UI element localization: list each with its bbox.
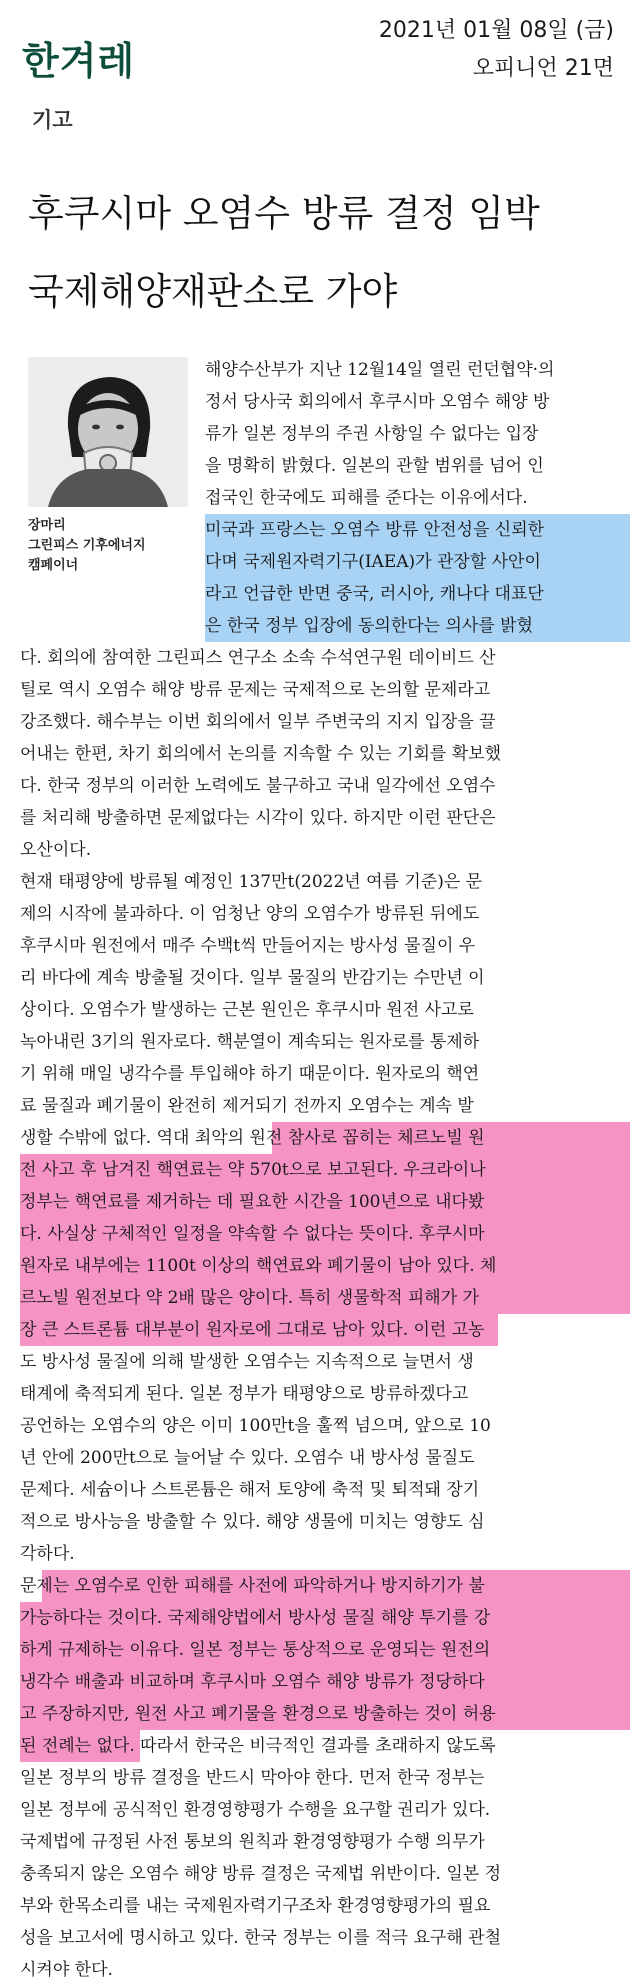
body-line: 도 방사성 물질에 의해 발생한 오염수는 지속적으로 늘면서 생 bbox=[20, 1352, 474, 1372]
body-line: 일본 정부에 공식적인 환경영향평가 수행을 요구할 권리가 있다. bbox=[20, 1800, 491, 1820]
section-label: 기고 bbox=[32, 108, 73, 132]
body-line: 녹아내린 3기의 원자로다. 핵분열이 계속되는 원자로를 통제하 bbox=[20, 1032, 480, 1052]
body-line: 을 명확히 밝혔다. 일본의 관할 범위를 넘어 인 bbox=[205, 456, 544, 476]
body-line-highlighted-blue: 라고 언급한 반면 중국, 러시아, 캐나다 대표단 bbox=[205, 578, 630, 610]
body-line-highlighted-pink: 생할 수밖에 없다. 역대 최악의 원전 참사로 꼽히는 체르노빌 원 bbox=[20, 1122, 630, 1154]
headline bbox=[28, 175, 540, 331]
headline-line-1: 후쿠시마 오염수 방류 결정 임박 bbox=[28, 192, 540, 235]
headline-line-2: 국제해양재판소로 가야 bbox=[28, 270, 398, 313]
body-line: 접국인 한국에도 피해를 준다는 이유에서다. bbox=[205, 488, 528, 508]
body-line: 년 안에 200만t으로 늘어날 수 있다. 오염수 내 방사성 물질도 bbox=[20, 1448, 475, 1468]
body-line-highlighted-blue: 미국과 프랑스는 오염수 방류 안전성을 신뢰한 bbox=[205, 514, 630, 546]
body-line-highlighted-pink: 냉각수 배출과 비교하며 후쿠시마 오염수 해양 방류가 정당하다 bbox=[20, 1666, 630, 1698]
body-line: 태계에 축적되게 된다. 일본 정부가 태평양으로 방류하겠다고 bbox=[20, 1384, 469, 1404]
body-line: 국제법에 규정된 사전 통보의 원칙과 환경영향평가 수행 의무가 bbox=[20, 1832, 485, 1852]
author-photo bbox=[28, 357, 188, 507]
body-line: 상이다. 오염수가 발생하는 근본 원인은 후쿠시마 원전 사고로 bbox=[20, 1000, 474, 1020]
body-line-highlighted-pink: 다. 사실상 구체적인 일정을 약속할 수 없다는 뜻이다. 후쿠시마 bbox=[20, 1218, 630, 1250]
body-line-highlighted-pink: 된 전례는 없다. 따라서 한국은 비극적인 결과를 초래하지 않도록 bbox=[20, 1730, 630, 1762]
body-line: 충족되지 않은 오염수 해양 방류 결정은 국제법 위반이다. 일본 정 bbox=[20, 1864, 502, 1884]
body-line: 다. 한국 정부의 이러한 노력에도 불구하고 국내 일각에선 오염수 bbox=[20, 776, 496, 796]
page-section-number: 오피니언 21면 bbox=[472, 56, 614, 81]
body-line: 각하다. bbox=[20, 1544, 75, 1564]
body-line: 문제다. 세슘이나 스트론튬은 해저 토양에 축적 및 퇴적돼 장기 bbox=[20, 1480, 480, 1500]
body-line: 료 물질과 폐기물이 완전히 제거되기 전까지 오염수는 계속 발 bbox=[20, 1096, 474, 1116]
body-line: 시켜야 한다. bbox=[20, 1960, 113, 1980]
author-name: 장마리 bbox=[28, 518, 66, 533]
body-line: 성을 보고서에 명시하고 있다. 한국 정부는 이를 적극 요구해 관철 bbox=[20, 1928, 502, 1948]
body-line: 다. 회의에 참여한 그린피스 연구소 소속 수석연구원 데이비드 산 bbox=[20, 648, 496, 668]
body-line-highlighted-blue: 다며 국제원자력기구(IAEA)가 관장할 사안이 bbox=[205, 546, 630, 578]
body-line: 강조했다. 해수부는 이번 회의에서 일부 주변국의 지지 입장을 끌 bbox=[20, 712, 496, 732]
body-line: 틸로 역시 오염수 해양 방류 문제는 국제적으로 논의할 문제라고 bbox=[20, 680, 491, 700]
body-line: 류가 일본 정부의 주권 사항일 수 없다는 입장 bbox=[205, 424, 539, 444]
author-byline bbox=[28, 516, 146, 576]
body-line-highlighted-pink: 가능하다는 것이다. 국제해양법에서 방사성 물질 해양 투기를 강 bbox=[20, 1602, 630, 1634]
body-line-highlighted-pink: 원자로 내부에는 1100t 이상의 핵연료와 폐기물이 남아 있다. 체 bbox=[20, 1250, 630, 1282]
body-line-highlighted-pink: 문제는 오염수로 인한 피해를 사전에 파악하거나 방지하기가 불 bbox=[20, 1570, 630, 1602]
body-line-highlighted-pink: 전 사고 후 남겨진 핵연료는 약 570t으로 보고된다. 우크라이나 bbox=[20, 1154, 630, 1186]
body-line-highlighted-pink: 르노빌 원전보다 약 2배 많은 양이다. 특히 생물학적 피해가 가 bbox=[20, 1282, 630, 1314]
body-line-highlighted-pink: 고 주장하지만, 원전 사고 폐기물을 환경으로 방출하는 것이 허용 bbox=[20, 1698, 630, 1730]
body-line-highlighted-pink: 정부는 핵연료를 제거하는 데 필요한 시간을 100년으로 내다봤 bbox=[20, 1186, 630, 1218]
body-line-highlighted-pink: 장 큰 스트론튬 대부분이 원자로에 그대로 남아 있다. 이런 고농 bbox=[20, 1314, 630, 1346]
author-affiliation-2: 캠페이너 bbox=[28, 558, 79, 573]
author-portrait-illustration bbox=[28, 357, 188, 507]
body-line-highlighted-pink: 하게 규제하는 이유다. 일본 정부는 통상적으로 운영되는 원전의 bbox=[20, 1634, 630, 1666]
publication-date: 2021년 01월 08일 (금) bbox=[378, 18, 614, 43]
body-line: 일본 정부의 방류 결정을 반드시 막아야 한다. 먼저 한국 정부는 bbox=[20, 1768, 485, 1788]
body-line: 정서 당사국 회의에서 후쿠시마 오염수 해양 방 bbox=[205, 392, 550, 412]
body-line: 기 위해 매일 냉각수를 투입해야 하기 때문이다. 원자로의 핵연 bbox=[20, 1064, 480, 1084]
author-affiliation-1: 그린피스 기후에너지 bbox=[28, 538, 146, 553]
body-line: 후쿠시마 원전에서 매주 수백t씩 만들어지는 방사성 물질이 우 bbox=[20, 936, 476, 956]
body-line: 어내는 한편, 차기 회의에서 논의를 지속할 수 있는 기회를 확보했 bbox=[20, 744, 502, 764]
dateline bbox=[379, 12, 614, 88]
body-line: 해양수산부가 지난 12월14일 열린 런던협약·의 bbox=[205, 360, 555, 380]
body-line: 리 바다에 계속 방출될 것이다. 일부 물질의 반감기는 수만년 이 bbox=[20, 968, 485, 988]
body-line: 적으로 방사능을 방출할 수 있다. 해양 생물에 미치는 영향도 심 bbox=[20, 1512, 485, 1532]
body-line-highlighted-blue: 은 한국 정부 입장에 동의한다는 의사를 밝혔 bbox=[205, 610, 630, 642]
body-line: 공언하는 오염수의 양은 이미 100만t을 훌쩍 넘으며, 앞으로 10 bbox=[20, 1416, 491, 1436]
body-line: 부와 한목소리를 내는 국제원자력기구조차 환경영향평가의 필요 bbox=[20, 1896, 491, 1916]
body-line: 현재 태평양에 방류될 예정인 137만t(2022년 여름 기준)은 문 bbox=[20, 872, 483, 892]
body-line: 제의 시작에 불과하다. 이 엄청난 양의 오염수가 방류된 뒤에도 bbox=[20, 904, 480, 924]
body-line: 오산이다. bbox=[20, 840, 92, 860]
newspaper-logo: 한겨레 bbox=[22, 39, 136, 83]
body-line: 를 처리해 방출하면 문제없다는 시각이 있다. 하지만 이런 판단은 bbox=[20, 808, 496, 828]
